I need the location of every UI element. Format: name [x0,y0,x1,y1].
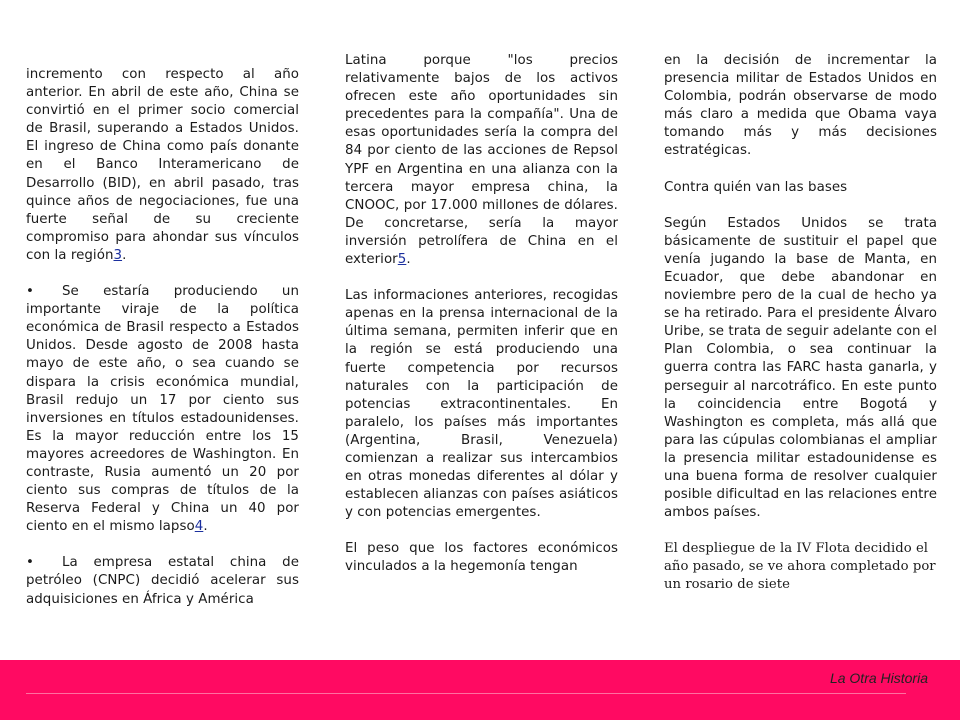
bullet-paragraph: • Se estaría produciendo un importante viraje de la política económica de Brasil respecto a Estados Unidos. Desde agosto de 2008 hasta mayo de este año, o sea cuando se dispara la crisis económica mundial, Brasil redujo un 17 por ciento sus inversiones en títulos estadounidenses. Es la mayor reducción entre los 15 mayores acreedores de Washington. En contraste, Rusia aumentó un 20 por ciento sus compras de títulos de la Reserva Federal y China un 40 por ciento en el mismo lapso4. [26,284,299,535]
paragraph: Las informaciones anteriores, recogidas apenas en la prensa internacional de la última semana, permiten inferir que en la región se está produciendo una fuerte competencia por recursos naturales con la participación de potencias extracontinentales. En paralelo, los países más importantes (Argentina, Brasil, Venezuela) comienzan a realizar sus intercambios en otras monedas diferentes al dólar y establecen alianzas con países asiáticos y con potencias emergentes. [345,288,618,521]
text-column-2 [345,52,618,577]
section-heading: Contra quién van las bases [664,179,848,195]
bullet-icon: • [26,555,34,571]
footnote-link-3[interactable]: 3 [113,247,123,263]
bullet-icon: • [26,284,34,300]
text-column-1 [26,66,299,609]
footnote-link-5[interactable]: 5 [397,252,407,268]
footer-label: La Otra Historia [829,670,928,686]
text-column-3 [664,52,937,595]
paragraph: Según Estados Unidos se trata básicamente de sustituir el papel que venía jugando la base de Manta, en Ecuador, que debe abandonar en noviembre pero de la cual de hecho ya se ha retirado. Para el presidente Álvaro Uribe, se trata de seguir adelante con el Plan Colombia, o sea continuar la guerra contra las FARC hasta ganarla, y perseguir al narcotráfico. En este punto la coincidencia entre Bogotá y Washington es completa, más allá que para las cúpulas colombianas el ampliar la presencia militar estadounidense es una buena forma de resolver cualquier posible dificultad en las relaciones entre ambos países. [664,215,937,521]
footnote-link-4[interactable]: 4 [194,519,204,535]
paragraph: El peso que los factores económicos vinculados a la hegemonía tengan [345,541,618,575]
paragraph: incremento con respecto al año anterior. En abril de este año, China se convirtió en el primer socio comercial de Brasil, superando a Estados Unidos. El ingreso de China como país donante en el Banco Interamericano de Desarrollo (BID), en abril pasado, tras quince años de negociaciones, fue una fuerte señal de su creciente compromiso para ahondar sus vínculos con la región3. [26,67,299,263]
paragraph: Latina porque "los precios relativamente bajos de los activos ofrecen este año oportunidades sin precedentes para la compañía". Una de esas oportunidades sería la compra del 84 por ciento de las acciones de Repsol YPF en Argentina en una alianza con la tercera mayor empresa china, la CNOOC, por 17.000 millones de dólares. De concretarse, sería la mayor inversión petrolífera de China en el exterior5. [345,53,618,268]
footer-divider [26,693,906,694]
bullet-paragraph: • La empresa estatal china de petróleo (CNPC) decidió acelerar sus adquisiciones en África y América [26,555,299,607]
footer-bar [0,660,960,720]
paragraph: en la decisión de incrementar la presencia militar de Estados Unidos en Colombia, podrán observarse de modo más claro a medida que Obama vaya tomando más y más decisiones estratégicas. [664,53,937,159]
paragraph: El despliegue de la IV Flota decidido el año pasado, se ve ahora completado por un rosario de siete [664,541,936,593]
